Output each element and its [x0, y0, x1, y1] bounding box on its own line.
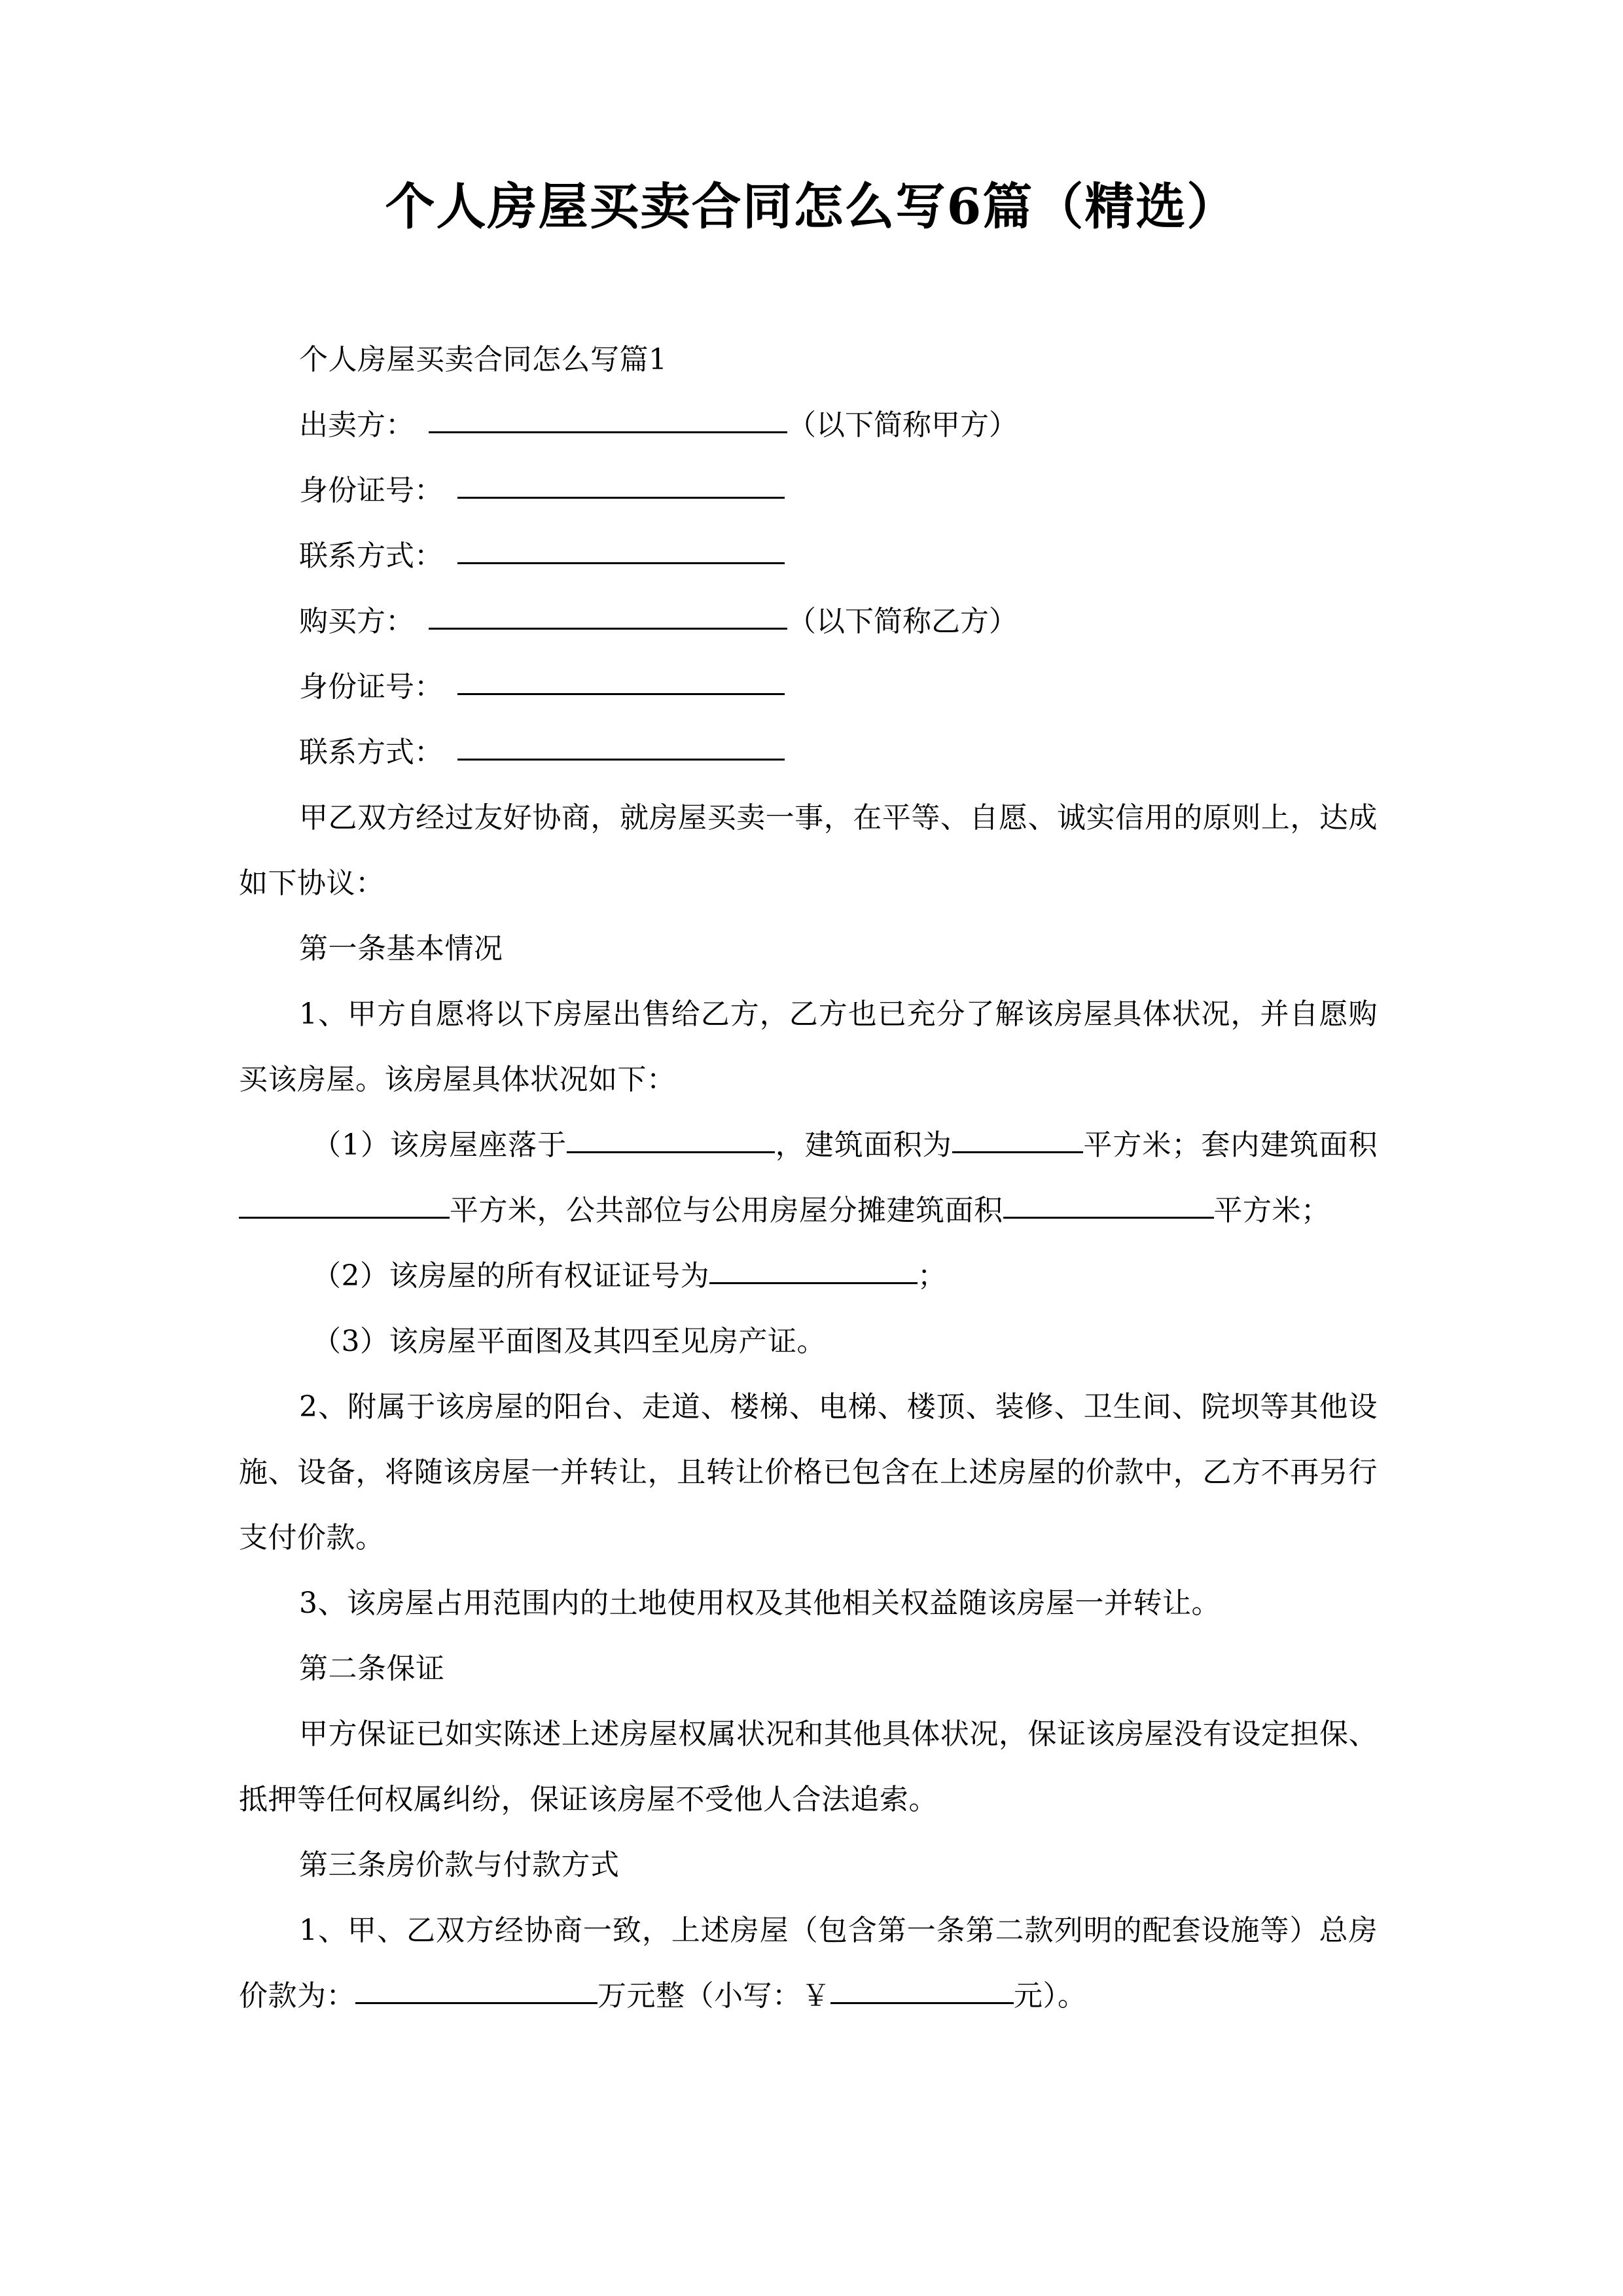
seller-tel-blank[interactable]	[457, 562, 785, 564]
seller-id-blank[interactable]	[457, 496, 785, 499]
clause-1-1-prefix: （1）该房屋座落于	[312, 1128, 567, 1162]
total-price-figure-blank[interactable]	[830, 2001, 1014, 2004]
buyer-tel-blank[interactable]	[457, 758, 785, 761]
seller-tel-row	[239, 524, 1378, 589]
preamble-paragraph: 甲乙双方经过友好协商，就房屋买卖一事，在平等、自愿、诚实信用的原则上，达成如下协议：	[239, 801, 1378, 900]
clause-3-1-suffix: 元）。	[1014, 1979, 1087, 2013]
article-3-item-1	[239, 1898, 1378, 2029]
seller-id-row	[239, 458, 1378, 524]
clause-1-1-mid3: 平方米，公共部位与公用房屋分摊建筑面积	[450, 1194, 1003, 1227]
seller-label: 出卖方：	[299, 408, 414, 442]
article-1-item-3: 3、该房屋占用范围内的土地使用权及其他相关权益随该房屋一并转让。	[299, 1587, 1221, 1620]
clause-1-2-suffix: ；	[918, 1259, 947, 1293]
seller-tel-label: 联系方式：	[299, 539, 443, 573]
ownership-cert-blank[interactable]	[709, 1282, 918, 1284]
house-location-blank[interactable]	[567, 1151, 775, 1153]
article-3-heading: 第三条房价款与付款方式	[299, 1848, 620, 1882]
total-price-blank[interactable]	[355, 2001, 597, 2004]
seller-note: （以下简称甲方）	[787, 408, 1018, 442]
inner-area-blank[interactable]	[239, 1216, 450, 1219]
article-1-heading: 第一条基本情况	[299, 932, 503, 965]
article-1-item-2: 2、附属于该房屋的阳台、走道、楼梯、电梯、楼顶、装修、卫生间、院坝等其他设施、设备，将随该房屋一并转让，且转让价格已包含在上述房屋的价款中，乙方不再另行支付价款。	[239, 1390, 1378, 1554]
buyer-tel-label: 联系方式：	[299, 736, 443, 769]
page-title: 个人房屋买卖合同怎么写6篇（精选）	[385, 177, 1238, 236]
seller-name-blank[interactable]	[429, 431, 787, 433]
clause-1-1-suffix: 平方米；	[1213, 1194, 1330, 1227]
buyer-row	[239, 589, 1378, 655]
document-subtitle: 个人房屋买卖合同怎么写篇1	[299, 343, 668, 376]
document-body	[239, 327, 1378, 2029]
clause-1-1-mid2: 平方米；套内建筑面积	[1082, 1128, 1378, 1162]
clause-3-1-mid1: 万元整（小写：￥	[597, 1979, 830, 2013]
article-1-item-1-2	[239, 1244, 1378, 1309]
article-1-item-1-1	[239, 1113, 1378, 1244]
clause-1-2-prefix: （2）该房屋的所有权证证号为	[312, 1259, 709, 1293]
seller-row	[239, 393, 1378, 458]
clause-3-1-prefix: 1、甲、乙双方经协商一致，上述房屋（包含第一条第二款列明的配套设施等）总房价款为：	[239, 1914, 1378, 2013]
buyer-id-row	[239, 655, 1378, 720]
buyer-name-blank[interactable]	[429, 627, 787, 630]
buyer-id-label: 身份证号：	[299, 670, 443, 704]
building-area-blank[interactable]	[952, 1151, 1083, 1153]
buyer-id-blank[interactable]	[457, 692, 785, 695]
clause-1-1-mid1: ，建筑面积为	[775, 1128, 952, 1162]
buyer-tel-row	[239, 720, 1378, 785]
seller-id-label: 身份证号：	[299, 474, 443, 507]
buyer-label: 购买方：	[299, 605, 414, 638]
article-2-item-1: 甲方保证已如实陈述上述房屋权属状况和其他具体状况，保证该房屋没有设定担保、抵押等任何权属纠纷，保证该房屋不受他人合法追索。	[239, 1717, 1378, 1816]
article-1-item-1: 1、甲方自愿将以下房屋出售给乙方，乙方也已充分了解该房屋具体状况，并自愿购买该房屋。该房屋具体状况如下：	[239, 997, 1378, 1096]
shared-area-blank[interactable]	[1003, 1216, 1214, 1219]
buyer-note: （以下简称乙方）	[787, 605, 1018, 638]
article-2-heading: 第二条保证	[299, 1652, 445, 1685]
article-1-item-1-3: （3）该房屋平面图及其四至见房产证。	[312, 1325, 826, 1358]
